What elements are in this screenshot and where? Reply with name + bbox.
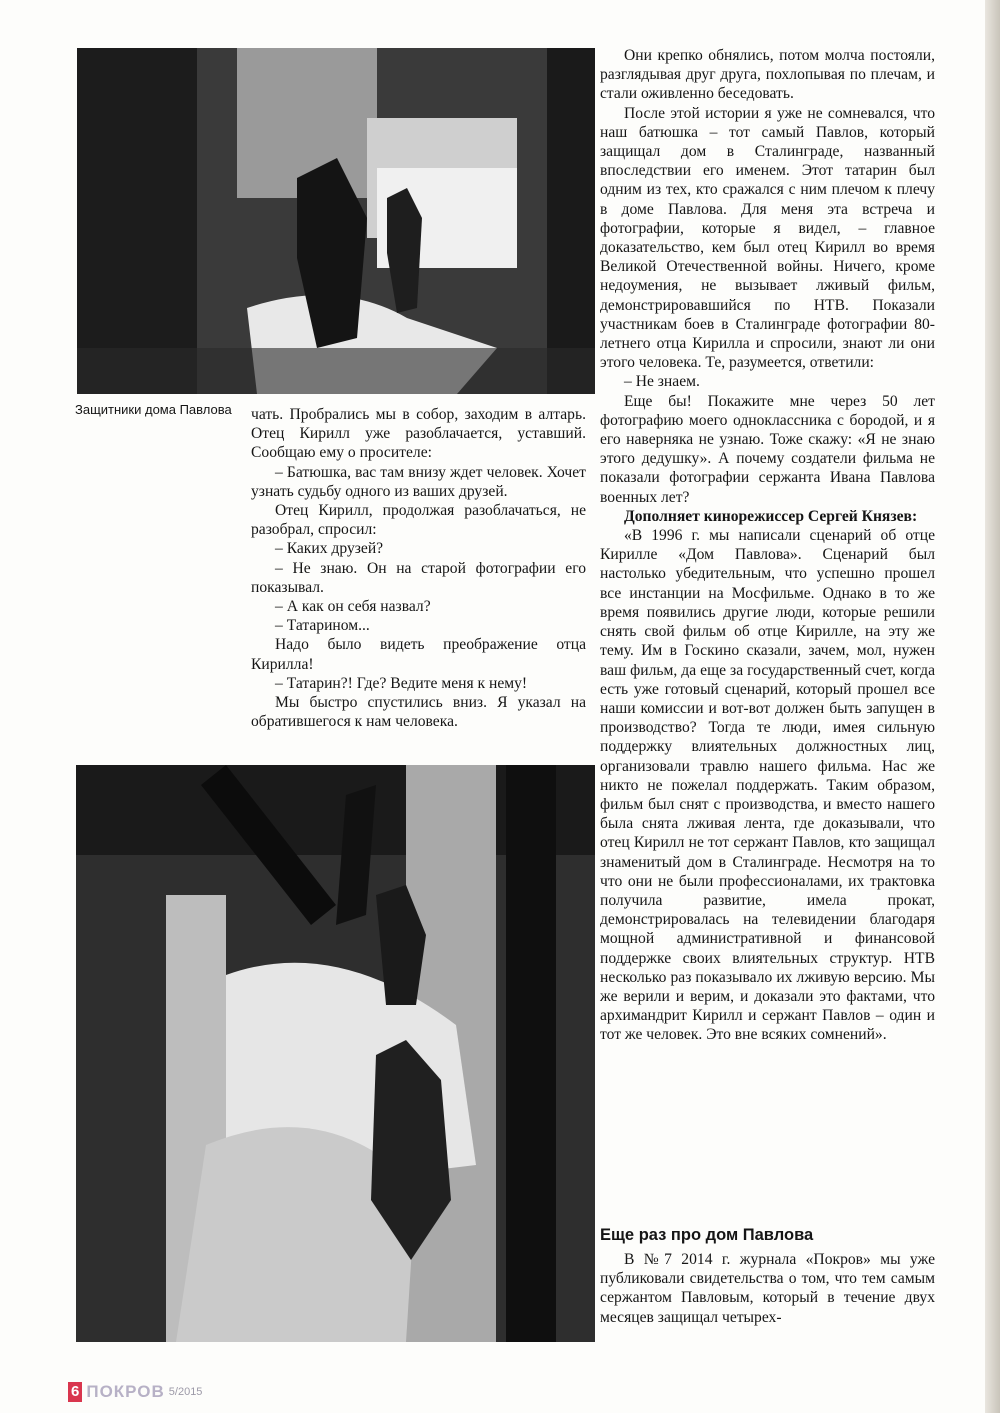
paragraph: «В 1996 г. мы написали сценарий об отце Кирилле «Дом Павлова». Сценарий был настолько убедительным, что успешно прошел все инстанции на Мосфильме. Однако в то же время появились другие люди, которые решили снять свой фильм об отце Кирилле, на эту же тему. Им в Госкино сказали, зачем, мол, нужен ваш фильм, да еще за государственный счет, когда есть уже готовый сценарий, который прошел все наши комиссии и вот-вот должен быть запущен в производство? Тогда те люди, имея сильную поддержку влиятельных должностных лиц, организовали травлю нашего фильма. Нас же никто не пожелал поддержать. Таким образом, фильм был снят с производства, и вместо нашего была снята лживая лента, где доказывали, что отец Кирилл не тот сержант Павлов, кто защищал знаменитый дом в Сталинграде. Несмотря на то что они не были профессионалами, их трактовка получила развитие, имела прокат, демонстрировалась на телевидении благодаря мощной административной и финансовой поддержке своих влиятельных структур. НТВ несколько раз показывало их лживую версию. Мы же верили и верим, и доказали это фактами, что архимандрит Кирилл и сержант Павлов – один и тот же человек. Это вне всяких сомнений». [600,527,935,1044]
paragraph: – А как он себя назвал? [275,598,431,616]
paragraph: Еще бы! Покажите мне через 50 лет фотографию моего одноклассника с бородой, и я его наверняка не узнаю. Тоже скажу: «Я не знаю этого дедушку». А почему создатели фильма не показали фотографии сержанта Ивана Павлова военных лет? [600,392,935,506]
article-column-right [600,46,935,1045]
paragraph: Отец Кирилл, продолжая разоблачаться, не разобрал, спросил: [251,502,586,539]
page-number: 6 [68,1382,82,1402]
photo-caption: Защитники дома Павлова [75,402,232,417]
paragraph: – Каких друзей? [275,540,384,558]
paragraph: Мы быстро спустились вниз. Я указал на обратившегося к нам человека. [251,694,586,731]
paragraph: – Не знаю. Он на старой фотографии его показывал. [251,559,586,596]
paragraph: – Татарин?! Где? Ведите меня к нему! [275,674,528,692]
paragraph: Они крепко обнялись, потом молча постояли, разглядывая друг друга, похлопывая по плечам, и стали оживленно беседовать. [600,47,935,103]
section-heading: Еще раз про дом Павлова [600,1226,814,1244]
issue-number: 5/2015 [168,1386,203,1398]
page-footer [68,1380,202,1404]
paragraph: После этой истории я уже не сомневался, что наш батюшка – тот самый Павлов, который защищал дом в Сталинграде, названный впоследствии его именем. Этот татарин был одним из тех, кто сражался с ним плечом к плечу в доме Павлова. Для меня эта встреча и фотографии, которые я видел, – главное доказательство, кем был отец Кирилл во время Великой Отечественной войны. Ничего, кроме недоумения, не вызывает лживый фильм, демонстрировавшийся по НТВ. Показали участникам боев в Сталинграде фотографии 80-летнего отца Кирилла и спросили, знают ли они этого человека. Те, разумеется, ответили: [600,104,935,372]
article-column-middle [251,405,586,731]
photo-defenders-pavlov-house [77,48,595,394]
photo-ruined-building [76,765,595,1342]
magazine-logo: ПОКРОВ [86,1382,165,1401]
scanned-page-edge [985,0,1000,1413]
paragraph: – Не знаем. [624,373,700,391]
article-column-bottom [600,1250,935,1327]
paragraph: Надо было видеть преображение отца Кирилла! [251,636,586,673]
paragraph: В №7 2014 г. журнала «Покров» мы уже публиковали свидетельства о том, что тем самым сержантом Павловым, который в течение двух месяцев защищал четырех- [600,1251,935,1326]
paragraph: Дополняет кинорежиссер Сергей Князев: [624,507,918,525]
paragraph: – Татарином... [275,617,370,635]
paragraph: чать. Пробрались мы в собор, заходим в алтарь. Отец Кирилл уже разоблачается, уставший. Сообщаю ему о просителе: [251,406,586,462]
paragraph: – Батюшка, вас там внизу ждет человек. Хочет узнать судьбу одного из ваших друзей. [251,463,586,500]
